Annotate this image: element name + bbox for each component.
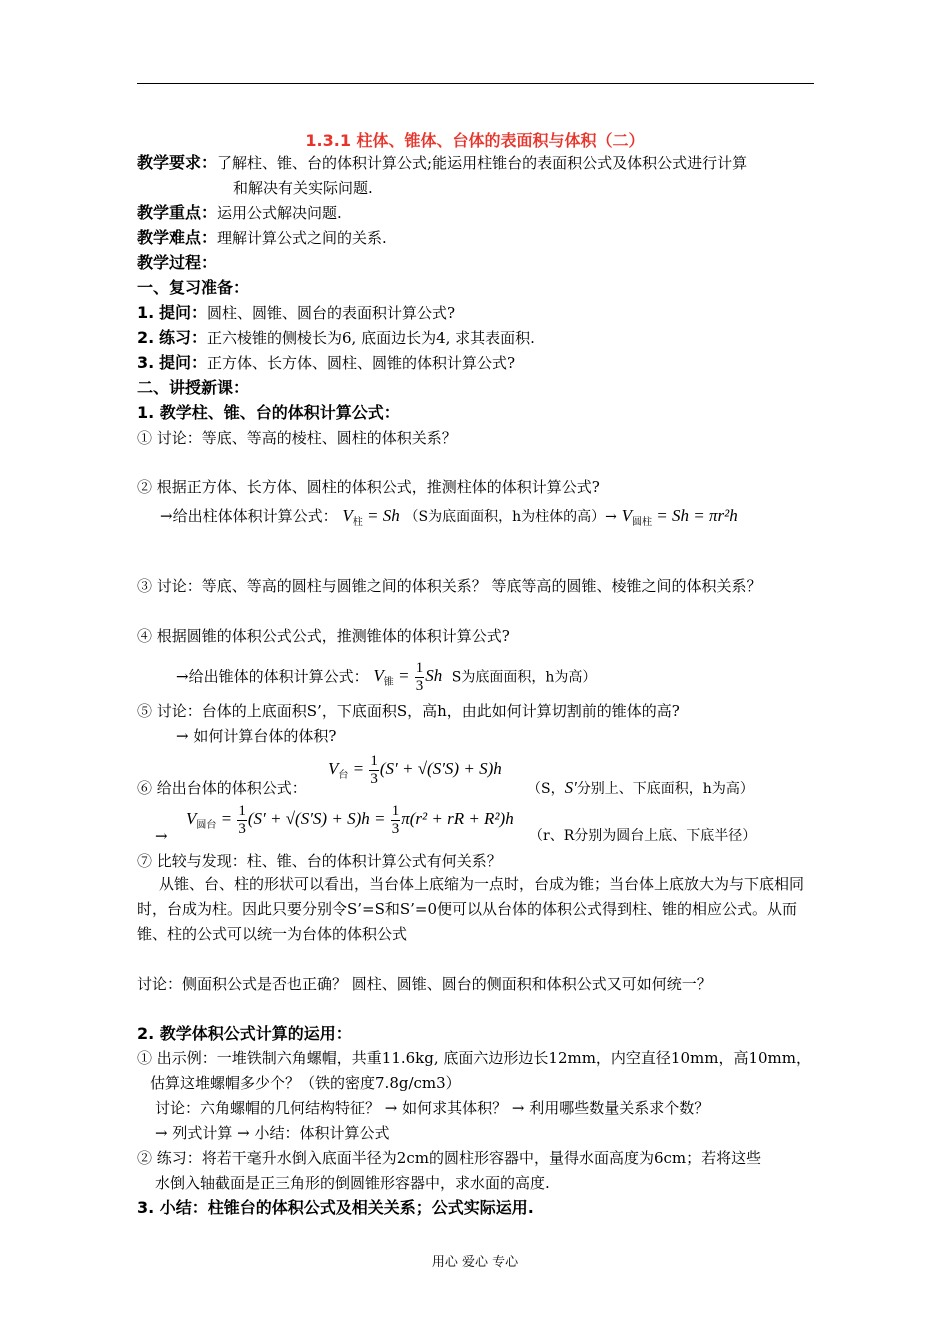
question-5: ⑤ 讨论：台体的上底面积S’，下底面积S，高h，由此如何计算切割前的锥体的高? xyxy=(137,702,680,720)
page-footer: 用心 爱心 专心 xyxy=(431,1255,519,1270)
new-lesson-heading: 二、讲授新课： xyxy=(137,378,250,397)
example-1-line2: 估算这堆螺帽多少个？（铁的密度7.8g/cm3） xyxy=(150,1074,461,1092)
review-item-label: 提问： xyxy=(159,353,208,372)
review-item-label: 练习： xyxy=(159,328,208,347)
prism-formula-row xyxy=(160,506,738,533)
example-1-discussion: 讨论：六角螺帽的几何结构特征？ → 如何求其体积？ → 利用哪些数量关系求个数？ xyxy=(155,1099,710,1117)
exercise-2-line2: 水倒入轴截面是正三角形的倒圆锥形容器中，求水面的高度. xyxy=(155,1174,550,1192)
review-item-3 xyxy=(137,353,515,373)
review-heading: 一、复习准备： xyxy=(137,278,250,297)
prism-volume-formula: $V_柱 = Sh$ xyxy=(342,506,400,528)
summary-line: 3. 小结：柱锥台的体积公式及相关关系；公式实际运用. xyxy=(137,1198,534,1217)
requirements-row xyxy=(137,153,747,173)
page-title: 1.3.1 柱体、锥体、台体的表面积与体积（二） xyxy=(305,131,645,150)
requirements-text-cont: 和解决有关实际问题. xyxy=(233,179,373,197)
question-5-followup: → 如何计算台体的体积? xyxy=(176,727,337,745)
cylinder-volume-formula: $V_{圆柱} = Sh = \pi r^2h$ xyxy=(621,506,738,528)
key-points-label: 教学重点： xyxy=(137,203,218,222)
header-rule xyxy=(137,83,814,84)
question-3: ③ 讨论：等底、等高的圆柱与圆锥之间的体积关系？ 等底等高的圆锥、棱锥之间的体积关系？ xyxy=(137,577,762,595)
question-1: ① 讨论：等底、等高的棱柱、圆柱的体积关系？ xyxy=(137,429,457,447)
review-item-text: 正六棱锥的侧棱长为6, 底面边长为4, 求其表面积. xyxy=(207,329,535,347)
review-item-text: 圆柱、圆锥、圆台的表面积计算公式? xyxy=(207,304,456,322)
example-1-line1: ① 出示例：一堆铁制六角螺帽，共重11.6kg, 底面六边形边长12mm，内空直径10mm，高10mm， xyxy=(137,1049,811,1067)
review-item-2 xyxy=(137,328,535,348)
requirements-text: 了解柱、锥、台的体积计算公式;能运用柱锥台的表面积公式及体积公式进行计算 xyxy=(217,154,748,172)
pyramid-formula-note: S为底面面积，h为高） xyxy=(451,669,597,686)
section2-heading: 2. 教学体积公式计算的运用： xyxy=(137,1024,352,1043)
review-item-num: 3. xyxy=(137,353,155,372)
review-item-num: 2. xyxy=(137,328,155,347)
process-label: 教学过程： xyxy=(137,253,218,272)
pyramid-formula-intro: →给出锥体的体积计算公式： xyxy=(176,667,369,686)
difficulties-row xyxy=(137,228,387,248)
frustum-volume-formula: $V_台$ = $\frac{1}{3}$ (S′ + √(S′S) + S)h xyxy=(328,753,502,787)
question-6: ⑥ 给出台体的体积公式： xyxy=(137,779,307,797)
frustum-formula-note: （S，S′分别上、下底面积，h为高） xyxy=(527,778,754,797)
pyramid-formula-row xyxy=(176,660,596,695)
cone-frustum-volume-formula: $V_{圆台}$ = $\frac{1}{3}$ (S′ + √(S′S) + S)h = $\frac{1}{3}$ π(r² + rR + R²)h xyxy=(186,803,514,837)
key-points-row xyxy=(137,203,342,223)
prism-formula-intro: →给出柱体体积计算公式： xyxy=(160,507,338,525)
key-points-text: 运用公式解决问题. xyxy=(217,204,342,222)
difficulties-label: 教学难点： xyxy=(137,228,218,247)
frustum-arrow: → xyxy=(155,827,168,845)
example-1-steps: → 列式计算 → 小结：体积计算公式 xyxy=(155,1124,390,1142)
question-4: ④ 根据圆锥的体积公式公式，推测锥体的体积计算公式? xyxy=(137,627,510,645)
question-2: ② 根据正方体、长方体、圆柱的体积公式，推测柱体的体积计算公式? xyxy=(137,478,600,496)
prism-formula-note: （S为底面面积，h为柱体的高）→ xyxy=(404,509,617,525)
comparison-paragraph: 从锥、台、柱的形状可以看出，当台体上底缩为一点时，台成为锥；当台体上底放大为与下底相同时，台成为柱。因此只要分别令S’=S和S’=0便可以从台体的体积公式得到柱、锥的相应公式。从而锥、柱的公式可以统一为台体的体积公式 xyxy=(137,875,805,943)
cone-frustum-note: （r、R分别为圆台上底、下底半径） xyxy=(529,828,757,844)
discussion-line: 讨论：侧面积公式是否也正确？ 圆柱、圆锥、圆台的侧面积和体积公式又可如何统一？ xyxy=(137,975,712,993)
review-item-1 xyxy=(137,303,455,323)
exercise-2-line1: ② 练习：将若干毫升水倒入底面半径为2cm的圆柱形容器中，量得水面高度为6cm；若将这些 xyxy=(137,1149,762,1167)
requirements-label: 教学要求： xyxy=(137,153,218,172)
review-item-text: 正方体、长方体、圆柱、圆锥的体积计算公式? xyxy=(207,354,516,372)
pyramid-volume-formula: $V_锥$ = $\frac{1}{3}$ Sh xyxy=(373,660,443,694)
section1-heading: 1. 教学柱、锥、台的体积计算公式： xyxy=(137,403,400,422)
question-7: ⑦ 比较与发现：柱、锥、台的体积计算公式有何关系？ xyxy=(137,852,502,870)
review-item-label: 提问： xyxy=(159,303,208,322)
review-item-num: 1. xyxy=(137,303,155,322)
difficulties-text: 理解计算公式之间的关系. xyxy=(217,229,387,247)
